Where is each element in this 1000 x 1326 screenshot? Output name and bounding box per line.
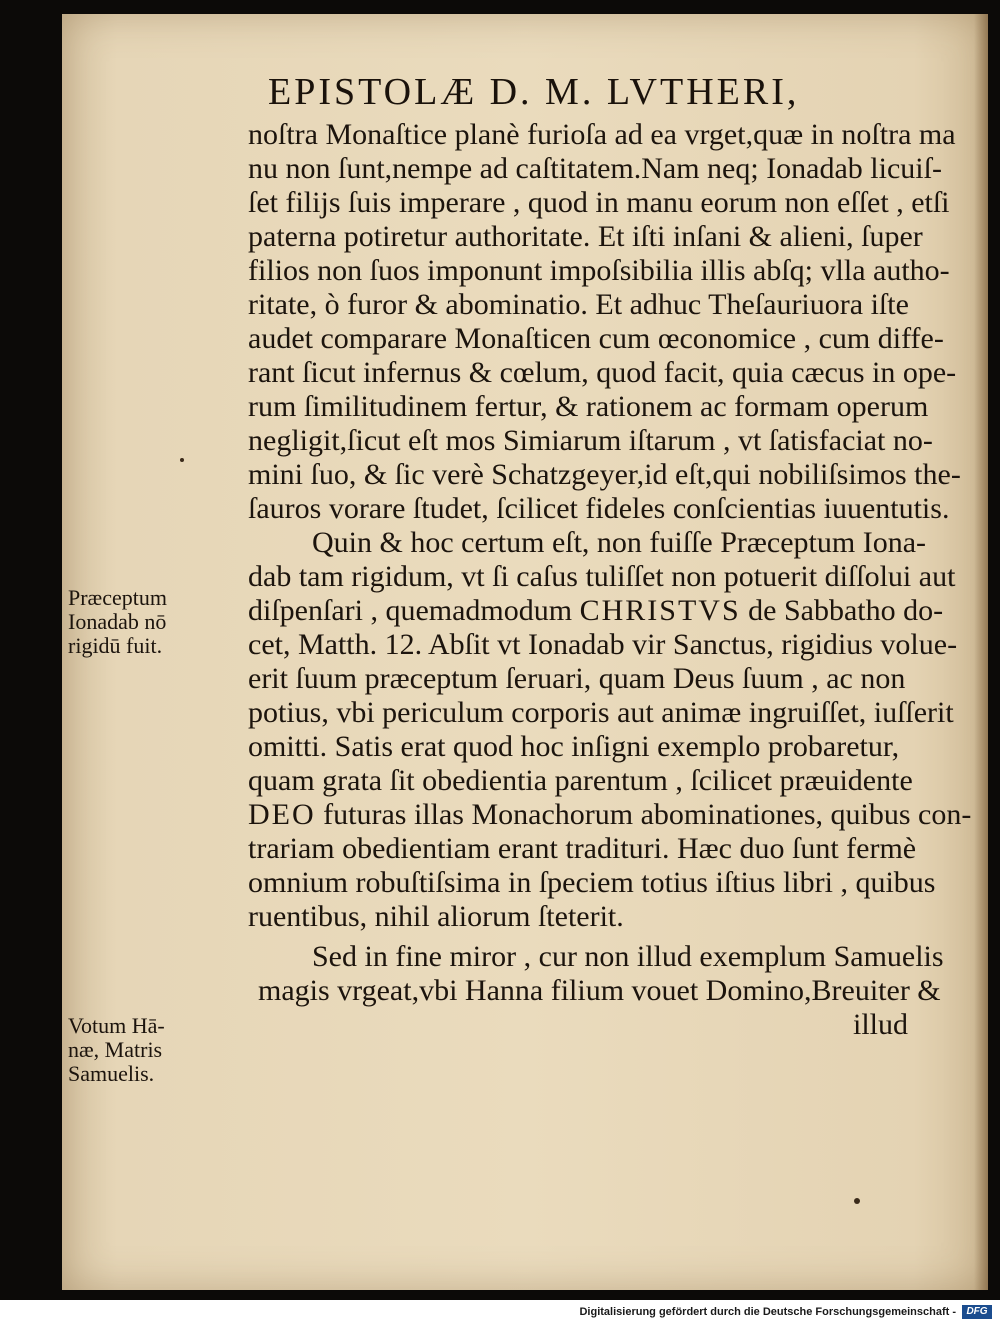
text-line: rum ſimilitudinem fertur, & rationem ac formam operum [248, 390, 929, 423]
margin-note-votum [68, 1014, 208, 1086]
main-text-block [188, 118, 972, 1042]
text-line: ſet filijs ſuis imperare , quod in manu eorum non eſſet , etſi [248, 186, 950, 219]
margin-note-line: rigidū fuit. [68, 633, 163, 658]
text-line: trariam obedientiam erant tradituri. Hæc duo ſunt fermè [248, 832, 917, 865]
text-line: omitti. Satis erat quod hoc inſigni exemplo probaretur, [248, 730, 900, 763]
ink-speck [180, 458, 184, 462]
text-line: dab tam rigidum, vt ſi caſus tuliſſet non potuerit diſſolui aut [248, 560, 956, 593]
text-line: ritate, ò furor & abominatio. Et adhuc Theſauriuora iſte [248, 288, 909, 321]
text-line: magis vrgeat,vbi Hanna filium vouet Domino,Breuiter & [258, 974, 941, 1007]
text-line: ruentibus, nihil aliorum ſteterit. [248, 900, 624, 933]
running-header: EPISTOLÆ D. M. LVTHERI, [268, 71, 800, 113]
text-line: mini ſuo, & ſic verè Schatzgeyer,id eſt,qui nobiliſsimos the- [248, 458, 961, 491]
text-run: diſpenſari , quemadmodum [248, 594, 580, 627]
text-line: omnium robuſtiſsima in ſpeciem totius iſtius libri , quibus [248, 866, 936, 899]
text-line: audet comparare Monaſticen cum œconomice , cum diffe- [248, 322, 944, 355]
ink-speck [854, 1198, 860, 1204]
funding-notice: Digitalisierung gefördert durch die Deutsche Forschungsgemeinschaft - [579, 1306, 956, 1318]
margin-note-line: Præceptum [68, 585, 167, 610]
dfg-logo-icon: DFG [962, 1305, 992, 1319]
text-line: cet, Matth. 12. Abſit vt Ionadab vir Sanctus, rigidius volue- [248, 628, 958, 661]
margin-note-line: Votum Hā- [68, 1013, 165, 1038]
footer-bar [0, 1300, 1000, 1326]
text-line: erit ſuum præceptum ſeruari, quam Deus ſuum , ac non [248, 662, 906, 695]
text-line: filios non ſuos imponunt impoſsibilia illis abſq; vlla autho- [248, 254, 950, 287]
text-line: quam grata ſit obedientia parentum , ſcilicet præuidente [248, 764, 913, 797]
text-line: negligit,ſicut eſt mos Simiarum iſtarum , vt ſatisfaciat no- [248, 424, 933, 457]
margin-note-preceptum [68, 586, 208, 658]
text-line: Quin & hoc certum eſt, non fuiſſe Præceptum Iona- [312, 526, 927, 559]
margin-note-line: Ionadab nō [68, 609, 167, 634]
margin-note-line: Samuelis. [68, 1061, 155, 1086]
text-line: rant ſicut infernus & cœlum, quod facit, quia cæcus in ope- [248, 356, 957, 389]
text-line: potius, vbi periculum corporis aut animæ ingruiſſet, iuſſerit [248, 696, 954, 729]
page-edge-shadow [974, 14, 988, 1290]
margin-note-line: næ, Matris [68, 1037, 163, 1062]
text-line [188, 798, 972, 832]
text-run: futuras illas Monachorum abominationes, quibus con- [315, 798, 972, 831]
small-caps-word: DEO [248, 798, 316, 831]
text-line: noſtra Monaſtice planè furioſa ad ea vrget,quæ in noſtra ma [248, 118, 956, 151]
catchword: illud [852, 1008, 908, 1041]
text-run: de Sabbatho do- [740, 594, 944, 627]
text-line: paterna potiretur authoritate. Et iſti inſani & alieni, ſuper [248, 220, 923, 253]
text-line [188, 594, 944, 628]
text-line: nu non ſunt,nempe ad caſtitatem.Nam neq; Ionadab licuiſ- [248, 152, 942, 185]
small-caps-word: CHRISTVS [579, 594, 741, 627]
text-line: Sed in fine miror , cur non illud exemplum Samuelis [312, 940, 944, 973]
text-line: ſauros vorare ſtudet, ſcilicet fideles conſcientias iuuentutis. [248, 492, 950, 525]
